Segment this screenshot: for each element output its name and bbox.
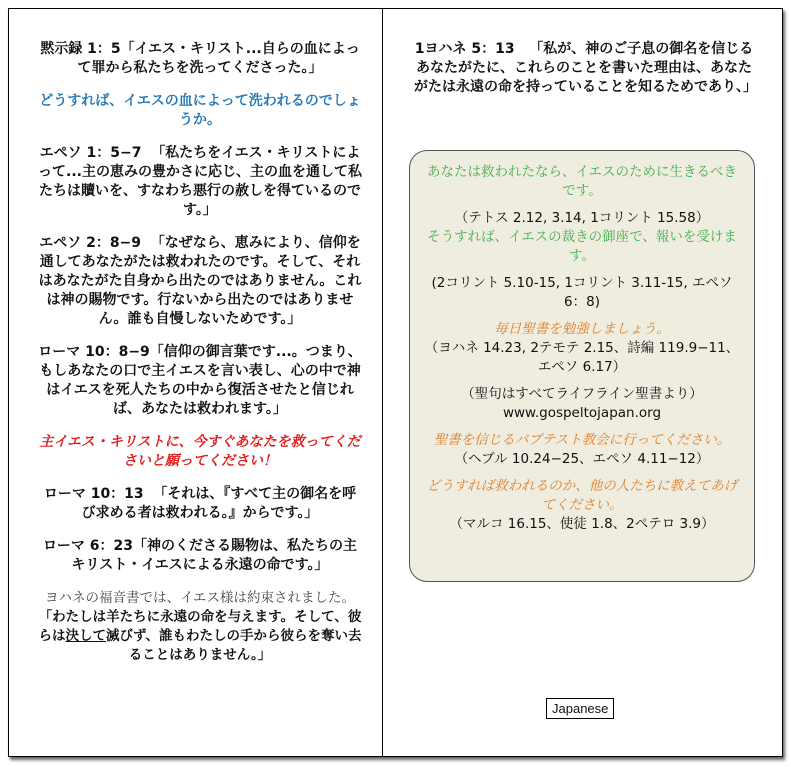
verse-text: 「なぜなら、恵みにより、信仰を通してあなたがたは救われたのです。そして、それはあなたがた自身から出たのではありません。これは神の賜物です。行ないから出たのではありません。誰も自慢しないためです。」 xyxy=(38,235,362,327)
verse-romans-6-23 xyxy=(38,537,362,575)
right-panel xyxy=(414,40,757,111)
verse-ref: ローマ 6：23 xyxy=(42,538,134,554)
reward-heading: そうすれば、イエスの裁きの御座で、報いを受けます。 xyxy=(427,229,737,264)
verse-ref: ローマ 10：13 xyxy=(43,486,144,502)
verse-ephesians-2 xyxy=(38,234,362,329)
verse-text: 「イエス・キリスト...自らの血によって罪から私たちを洗ってくださった。」 xyxy=(77,41,360,76)
reward-refs: (2コリント 5.10-15, 1コリント 3.11-15, エペソ 6：8) xyxy=(431,275,733,310)
verse-romans-10-8 xyxy=(38,343,362,419)
live-for-jesus-refs: （テトス 2.12, 3.14, 1コリント 15.58） xyxy=(454,210,710,226)
verse-text: 「私たちをイエス・キリストによって...主の恵みの豊かさに応じ、主の血を通して私たちは贖いを、すなわち悪行の赦しを得ているのです。」 xyxy=(38,145,362,218)
verse-1john xyxy=(414,40,757,97)
instructions-box xyxy=(409,150,755,582)
verse-text: 「私が、神のご子息の御名を信じるあなたがたに、これらのことを書いた理由は、あなたがたは永遠の命を持っていることを知るためであり、」 xyxy=(414,41,757,95)
verse-text: 「それは、『すべて主の御名を呼び求める者は救われる。』からです。」 xyxy=(81,486,357,521)
left-panel xyxy=(38,40,362,679)
verse-ephesians-1 xyxy=(38,144,362,220)
church-refs: （ヘブル 10.24−25、エペソ 4.11−12） xyxy=(454,451,710,467)
verse-text: 「信仰の御言葉です...。つまり、もしあなたの口で主イエスを言い表し、心の中で神はイエスを死人たちの中から復活させたと信じれば、あなたは救われます。」 xyxy=(39,344,362,417)
verse-romans-10-13 xyxy=(38,485,362,523)
john-quote-underlined: 決して xyxy=(65,628,107,644)
language-label: Japanese xyxy=(546,698,614,719)
bible-study-heading: 毎日聖書を勉強しましょう。 xyxy=(494,321,670,337)
church-heading: 聖書を信じるバプテスト教会に行ってください。 xyxy=(433,432,731,448)
prayer-call: 主イエス・キリストに、今すぐあなたを救ってくださいと願ってください！ xyxy=(39,434,361,469)
live-for-jesus-heading: あなたは救われたなら、イエスのために生きるべきです。 xyxy=(427,164,737,199)
bible-study-refs: （ヨハネ 14.23, 2テモテ 2.15、詩編 119.9−11、エペソ 6.17） xyxy=(424,340,740,375)
website-url[interactable]: www.gospeltojapan.org xyxy=(502,405,662,421)
verse-ref: ローマ 10：8−9 xyxy=(38,344,150,360)
john-promise xyxy=(38,589,362,665)
verse-ref: エペソ 1：5−7 xyxy=(39,145,142,161)
source-note: （聖句はすべてライフライン聖書より） xyxy=(461,386,703,402)
fold-divider xyxy=(382,8,383,757)
john-quote-b: 滅びず、誰もわたしの手から彼らを奪い去ることはありません。」 xyxy=(106,628,362,663)
verse-ref: エペソ 2：8−9 xyxy=(39,235,142,251)
john-quote-a: 「わたしは羊たちに永遠の命を与えます。そして、彼らは xyxy=(38,609,362,644)
john-intro: ヨハネの福音書では、イエス様は約束されました。 xyxy=(45,590,355,606)
share-refs: （マルコ 16.15、使徒 1.8、2ペテロ 3.9） xyxy=(449,516,715,532)
verse-ref: 黙示録 1：5 xyxy=(40,41,121,57)
verse-text: 「神のくださる賜物は、私たちの主キリスト・イエスによる永遠の命です。」 xyxy=(71,538,358,573)
verse-ref: 1ヨハネ 5：13 xyxy=(414,41,515,57)
verse-revelation xyxy=(38,40,362,78)
question-heading: どうすれば、イエスの血によって洗われるのでしょうか。 xyxy=(39,93,361,128)
share-heading: どうすれば救われるのか、他の人たちに教えてあげてください。 xyxy=(426,478,738,513)
